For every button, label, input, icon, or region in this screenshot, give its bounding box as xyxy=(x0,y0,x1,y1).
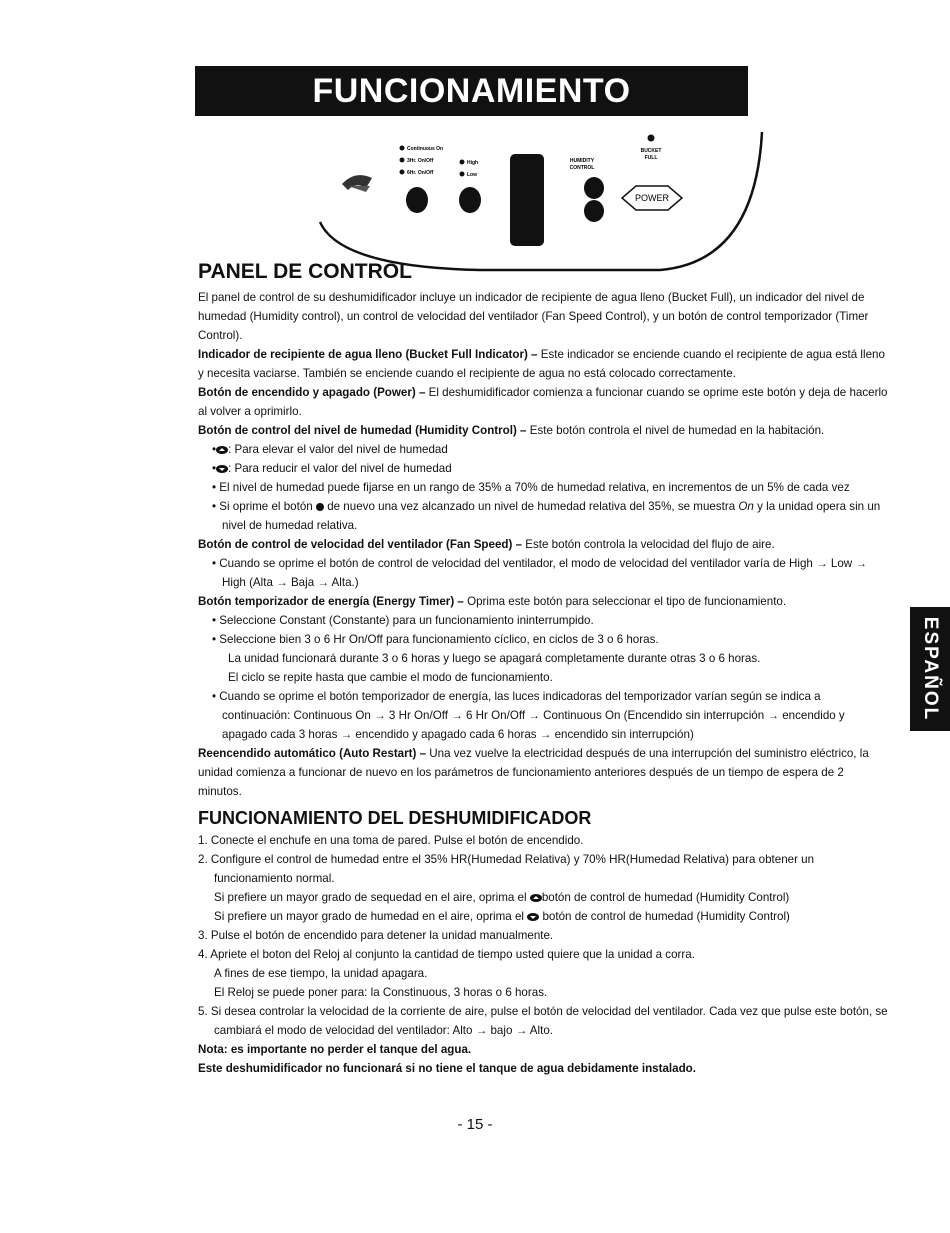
humidity-control-label xyxy=(570,158,595,171)
power-text: El deshumidificador comienza a funcionar cuando se oprime este botón y deja de hacerlo al volver a oprimirlo. xyxy=(198,386,888,418)
svg-text:Low: Low xyxy=(467,172,477,178)
humidity-up-button[interactable] xyxy=(584,177,604,199)
power-paragraph xyxy=(198,383,888,421)
language-tab-label: ESPAÑOL xyxy=(920,616,941,722)
timer-bullet-sequence: • Cuando se oprime el botón temporizador de energía, las luces indicadoras del temporizador varían según se indica a continuación: Continuous On → 3 Hr On/Off → 6 Hr On/Off → Continuous On (Encendido sin interrupción → encendido y apagado cada 3 horas → encendido y apagado cada 6 horas → encendido sin interrupción) xyxy=(212,690,845,741)
power-button[interactable] xyxy=(622,186,682,210)
fan-bullet: • Cuando se oprime el botón de control de velocidad del ventilador, el modo de velocidad del ventilador varía de High → Low → High (Alta → Baja → Alta.) xyxy=(212,557,867,589)
svg-text:High: High xyxy=(467,160,479,166)
page-number: - 15 - xyxy=(457,1116,493,1133)
fan-speed-button[interactable] xyxy=(459,187,481,213)
note-water-tank: Nota: es importante no perder el tanque del agua. xyxy=(198,1043,472,1056)
humidity-up-icon xyxy=(530,894,542,902)
timer-text: Oprima este botón para seleccionar el tipo de funcionamiento. xyxy=(463,595,787,608)
bucket-full-text: Este indicador se enciende cuando el recipiente de agua está lleno y necesita vaciarse. También se enciende cuando el recipiente de agua no está colocado correctamente. xyxy=(198,348,885,380)
control-panel-heading: PANEL DE CONTROL xyxy=(198,260,412,283)
humidity-down-button[interactable] xyxy=(584,200,604,222)
timer-bullet-cyclic: • Seleccione bien 3 o 6 Hr On/Off para funcionamiento cíclico, en ciclos de 3 o 6 horas. xyxy=(212,633,659,646)
svg-text:3Hr. On/Off: 3Hr. On/Off xyxy=(407,158,434,164)
humidity-down-icon xyxy=(527,913,539,921)
humidity-display xyxy=(510,154,544,246)
on-display-text: On xyxy=(738,500,754,513)
svg-text:CONTROL: CONTROL xyxy=(569,165,595,171)
svg-text:6Hr. On/Off: 6Hr. On/Off xyxy=(407,170,434,176)
bucket-full-paragraph xyxy=(198,345,888,383)
auto-restart-paragraph xyxy=(198,744,888,801)
bucket-full-indicator xyxy=(641,135,662,162)
auto-restart-title: Reencendido automático (Auto Restart) – xyxy=(198,747,427,760)
step-2: 2. Configure el control de humedad entre el 35% HR(Humedad Relativa) y 70% HR(Humedad Relativa) para obtener un funcionamiento normal. xyxy=(198,853,815,885)
humidity-up-icon xyxy=(216,446,228,454)
control-panel-intro: El panel de control de su deshumidificador incluye un indicador de recipiente de agua lleno (Bucket Full), un indicador del nivel de humedad (Humidity control), un control de velocidad del ventilador (Fan Speed Control), y un botón de control temporizador (Timer Control). xyxy=(198,291,869,342)
main-content xyxy=(198,258,888,1078)
timer-title: Botón temporizador de energía (Energy Timer) – xyxy=(198,595,464,608)
timer-button[interactable] xyxy=(406,187,428,213)
timer-paragraph xyxy=(198,592,888,611)
humidity-paragraph xyxy=(198,421,888,440)
fan-title: Botón de control de velocidad del ventilador (Fan Speed) – xyxy=(198,538,523,551)
humidity-down-dot-icon xyxy=(316,503,324,511)
svg-text:BUCKET: BUCKET xyxy=(640,148,662,154)
control-panel-illustration xyxy=(300,122,770,272)
page-title-banner: FUNCIONAMIENTO xyxy=(195,66,748,116)
humidity-down-icon xyxy=(216,465,228,473)
energy-star-logo xyxy=(342,175,372,192)
language-tab xyxy=(910,607,950,731)
note-tank-installed: Este deshumidificador no funcionará si no tiene el tanque de agua debidamente instalado. xyxy=(198,1062,696,1075)
humidity-bullet-min: • Si oprime el botón de nuevo una vez alcanzado un nivel de humedad relativa del 35%, se muestra On y la unidad opera sin un nivel de humedad relativa. xyxy=(212,500,881,532)
svg-text:HUMIDITY: HUMIDITY xyxy=(569,158,595,164)
fan-paragraph xyxy=(198,535,888,554)
timer-cycle-line-2: El ciclo se repite hasta que cambie el modo de funcionamiento. xyxy=(228,671,553,684)
bucket-full-title: Indicador de recipiente de agua lleno (Bucket Full Indicator) – xyxy=(198,348,538,361)
humidity-bullet-up: • : Para elevar el valor del nivel de humedad xyxy=(212,443,448,456)
step-4: 4. Apriete el boton del Reloj al conjunto la cantidad de tiempo usted quiere que la unidad a corra. xyxy=(198,948,695,961)
step-5: 5. Si desea controlar la velocidad de la corriente de aire, pulse el botón de velocidad del ventilador. Cada vez que pulse este botón, se cambiará el modo de velocidad del ventilador: Alto → bajo → Alto. xyxy=(198,1005,888,1037)
step-2-humid: Si prefiere un mayor grado de humedad en el aire, oprima el botón de control de humedad (Humidity Control) xyxy=(214,910,790,923)
step-1: 1. Conecte el enchufe en una toma de pared. Pulse el botón de encendido. xyxy=(198,834,584,847)
operation-heading: FUNCIONAMIENTO DEL DESHUMIDIFICADOR xyxy=(198,808,592,828)
svg-text:POWER: POWER xyxy=(634,193,670,203)
step-2-dry: Si prefiere un mayor grado de sequedad en el aire, oprima el botón de control de humedad (Humidity Control) xyxy=(214,891,790,904)
step-3: 3. Pulse el botón de encendido para detener la unidad manualmente. xyxy=(198,929,554,942)
auto-restart-text: Una vez vuelve la electricidad después de una interrupción del suministro eléctrico, la unidad comienza a funcionar de nuevo en los parámetros de funcionamiento anteriores después de un tiempo de espera de 2 minutos. xyxy=(198,747,869,798)
humidity-text: Este botón controla el nivel de humedad en la habitación. xyxy=(526,424,825,437)
fan-indicator-lights xyxy=(460,160,479,179)
svg-text:FULL: FULL xyxy=(644,155,658,161)
timer-bullet-constant: • Seleccione Constant (Constante) para un funcionamiento ininterrumpido. xyxy=(212,614,594,627)
svg-text:Continuous On: Continuous On xyxy=(407,146,444,152)
humidity-bullet-range: • El nivel de humedad puede fijarse en un rango de 35% a 70% de humedad relativa, en incrementos de un 5% de cada vez xyxy=(212,481,850,494)
power-title: Botón de encendido y apagado (Power) – xyxy=(198,386,426,399)
step-4-line-2: El Reloj se puede poner para: la Constinuous, 3 horas o 6 horas. xyxy=(214,986,548,999)
humidity-title: Botón de control del nivel de humedad (Humidity Control) – xyxy=(198,424,527,437)
timer-cycle-line-1: La unidad funcionará durante 3 o 6 horas y luego se apagará completamente durante otras 3 o 6 horas. xyxy=(228,652,761,665)
timer-indicator-lights xyxy=(400,146,444,177)
step-4-line-1: A fines de ese tiempo, la unidad apagara. xyxy=(214,967,428,980)
fan-text: Este botón controla la velocidad del flujo de aire. xyxy=(522,538,775,551)
humidity-bullet-down: • : Para reducir el valor del nivel de humedad xyxy=(212,462,452,475)
